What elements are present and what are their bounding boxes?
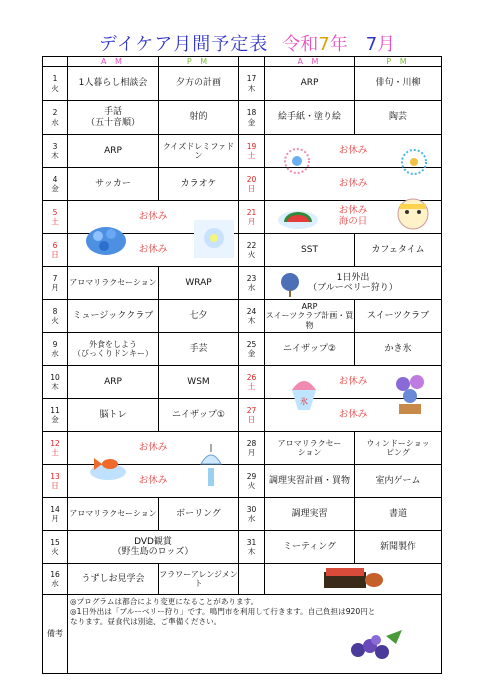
right-am-cell (265, 531, 355, 563)
left-pm-cell (159, 168, 239, 200)
page-title (0, 30, 494, 56)
fireworks-picture (278, 146, 316, 176)
left-day-number: 14 (50, 504, 60, 514)
notes-line2: ◎1日外出は「ブルーベリー狩り」です。鳴門市を利用して行きます。自己負担は920円と (70, 606, 376, 616)
right-weekday: 日 (247, 184, 256, 193)
right-weekday: 日 (247, 415, 256, 424)
left-am-cell (68, 168, 159, 200)
table-row (43, 531, 441, 564)
right-am-activity: 調理実習 (291, 508, 328, 519)
right-day-number: 26 (246, 372, 257, 382)
left-day-number: 5 (52, 207, 58, 217)
header-pm-left: P M (159, 57, 239, 66)
left-pm-cell (159, 366, 239, 398)
left-am-activity: 手話 （五十音順） (85, 107, 140, 128)
right-date-cell (239, 234, 265, 266)
hydrangea-picture (84, 224, 128, 258)
right-pm-cell (355, 432, 441, 464)
right-day-number: 19 (246, 141, 257, 151)
left-weekday: 金 (51, 184, 59, 193)
title-era-b: 和 (300, 34, 319, 55)
right-date-cell (239, 465, 265, 497)
left-am-cell (68, 333, 159, 365)
left-am-cell (68, 300, 159, 332)
right-pm-activity: カフェタイム (371, 244, 425, 255)
left-pm-cell (159, 399, 239, 431)
right-date-cell (239, 399, 265, 431)
right-am-cell (265, 465, 355, 497)
left-rest-label: お休み (138, 243, 168, 255)
left-day-number: 12 (50, 438, 60, 448)
left-weekday: 日 (51, 250, 59, 259)
left-am-activity: アロマリラクセーション (69, 509, 157, 519)
table-row (43, 366, 441, 399)
left-day-number: 7 (52, 273, 58, 283)
right-pm-activity: かき氷 (384, 343, 412, 354)
right-day-number: 23 (246, 273, 257, 283)
left-pm-cell (159, 333, 239, 365)
right-date-cell (239, 432, 265, 464)
left-am-activity: アロマリラクセーション (69, 278, 157, 288)
left-weekday: 土 (51, 217, 59, 226)
right-date-cell (239, 135, 265, 167)
header-pm-right: P M (386, 57, 410, 66)
left-am-activity: ARP (104, 145, 122, 156)
right-day-number: 25 (246, 339, 257, 349)
left-weekday: 金 (51, 415, 59, 424)
left-day-number: 3 (52, 141, 58, 151)
right-pm-cell (355, 498, 441, 530)
table-row (43, 399, 441, 432)
right-day-number: 31 (246, 537, 257, 547)
right-date-cell (239, 168, 265, 200)
left-pm-activity: クイズドレミファドン (162, 141, 235, 160)
watermelon-picture (276, 206, 320, 230)
right-weekday: 火 (247, 250, 256, 259)
table-row (43, 168, 441, 201)
left-date-cell (43, 135, 68, 167)
left-am-activity: うずしお見学会 (81, 573, 145, 584)
notes-line3: なります。昼食代は別途、ご準備ください。 (70, 616, 222, 626)
right-rest-label: お休み (338, 177, 368, 189)
right-date-cell (239, 300, 265, 332)
table-row (43, 267, 441, 300)
right-pm-cell (355, 234, 441, 266)
title-era-a: 令 (282, 34, 301, 55)
right-weekday: 月 (247, 448, 256, 457)
left-day-number: 2 (52, 108, 58, 118)
right-pm-activity: 新聞製作 (379, 541, 416, 552)
notes-label: 備考 (43, 595, 68, 673)
table-row (43, 101, 441, 135)
left-am-activity: 外食をしよう （びっくりドンキー） (73, 339, 153, 358)
fireworks-picture-2 (394, 146, 434, 178)
right-date-cell (239, 267, 265, 299)
left-pm-cell (159, 498, 239, 530)
right-pm-cell (355, 531, 441, 563)
table-row (43, 498, 441, 531)
left-weekday: 水 (51, 579, 59, 588)
goldfish-picture (88, 446, 128, 486)
left-rest-label: お休み (138, 441, 168, 453)
left-am-cell (68, 366, 159, 398)
left-day-number: 13 (50, 471, 60, 481)
right-am-cell (265, 234, 355, 266)
left-day-number: 6 (52, 240, 58, 250)
left-pm-activity: WSM (187, 376, 210, 387)
right-rest-label: お休み (338, 375, 368, 387)
right-date-cell (239, 531, 265, 563)
left-pm-activity: 七夕 (189, 310, 208, 321)
right-weekday: 木 (247, 83, 256, 93)
right-pm-cell (355, 300, 441, 332)
right-date-cell (239, 564, 265, 594)
flower-picture (192, 218, 236, 260)
left-pm-activity: フラワーアレンジメント (159, 569, 238, 588)
left-pm-cell (159, 135, 239, 167)
left-pm-activity: ニイザップ① (172, 409, 225, 420)
left-day-number: 11 (50, 405, 60, 415)
right-pm-activity: 陶芸 (388, 112, 407, 123)
left-day-number: 15 (50, 537, 60, 547)
left-pm-activity: カラオケ (180, 178, 217, 189)
left-weekday: 水 (51, 117, 59, 127)
right-weekday: 水 (247, 514, 256, 523)
left-am-cell (68, 135, 159, 167)
left-date-cell (43, 531, 68, 563)
left-date-cell (43, 168, 68, 200)
left-weekday: 水 (51, 349, 59, 358)
title-main: デイケア月間予定表 (98, 34, 269, 55)
left-date-cell (43, 234, 68, 266)
right-day-number: 28 (246, 438, 257, 448)
left-day-number: 9 (52, 339, 58, 349)
left-date-cell (43, 498, 68, 530)
title-year: 7 (318, 34, 330, 55)
right-pm-cell (355, 465, 441, 497)
right-pm-activity: スイーツクラブ (366, 310, 430, 321)
table-row (43, 67, 441, 101)
left-date-cell (43, 101, 68, 134)
cat-picture (392, 194, 434, 232)
left-weekday: 木 (51, 382, 59, 391)
left-weekday: 火 (51, 547, 59, 556)
right-day-number: 27 (246, 405, 257, 415)
left-date-cell (43, 465, 68, 497)
right-full-activity: 1日外出 （ブルーベリー狩り） (308, 272, 398, 293)
header-blank-right (239, 57, 265, 66)
left-weekday: 火 (51, 83, 59, 93)
left-date-cell (43, 201, 68, 233)
left-date-cell (43, 564, 68, 594)
right-am-activity: ミーティング (282, 541, 337, 552)
right-pm-cell (355, 67, 441, 100)
right-am-cell (265, 67, 355, 100)
left-day-number: 8 (52, 306, 58, 316)
title-month: 7 (365, 34, 378, 55)
right-weekday: 木 (247, 547, 256, 556)
left-am-activity: サッカー (95, 178, 131, 189)
right-pm-activity: 書道 (388, 508, 407, 519)
header-am-left: A M (68, 57, 159, 66)
right-weekday: 月 (247, 217, 256, 226)
right-day-number: 29 (246, 471, 257, 481)
left-weekday: 日 (51, 481, 59, 490)
left-full-cell (68, 531, 239, 563)
right-am-cell (265, 333, 355, 365)
notes-line1: ◎プログラムは都合により変更になることがあります。 (70, 597, 259, 606)
right-day-number: 22 (246, 240, 257, 250)
right-day-number: 18 (246, 108, 257, 118)
table-row (43, 333, 441, 366)
shaved-ice-picture (284, 374, 324, 416)
left-pm-activity: 手芸 (189, 343, 208, 354)
right-am-cell (265, 498, 355, 530)
right-date-cell (239, 101, 265, 134)
right-date-cell (239, 201, 265, 233)
left-am-activity: 脳トレ (99, 409, 127, 420)
right-date-cell (239, 333, 265, 365)
left-am-cell (68, 498, 159, 530)
right-weekday: 金 (247, 117, 256, 127)
right-weekday: 土 (247, 151, 256, 160)
left-date-cell (43, 366, 68, 398)
left-pm-cell (159, 564, 239, 594)
left-am-cell (68, 67, 159, 100)
right-date-cell (239, 498, 265, 530)
left-am-activity: 1人暮らし相談会 (78, 78, 148, 89)
table-header-row (43, 57, 441, 67)
left-weekday: 月 (51, 283, 59, 292)
left-rest-label: お休み (138, 210, 168, 222)
left-pm-activity: WRAP (185, 277, 212, 288)
right-date-cell (239, 67, 265, 100)
right-day-number: 24 (246, 306, 257, 316)
right-am-activity: ARP (300, 78, 319, 89)
left-day-number: 16 (50, 569, 60, 579)
right-weekday: 水 (247, 283, 256, 292)
notes-body (70, 597, 440, 627)
left-pm-cell (159, 101, 239, 134)
table-row (43, 300, 441, 333)
left-am-cell (68, 101, 159, 134)
left-pm-cell (159, 267, 239, 299)
right-day-number: 20 (246, 174, 257, 184)
left-date-cell (43, 267, 68, 299)
left-am-activity: ARP (104, 376, 122, 387)
right-pm-activity: 室内ゲーム (375, 475, 421, 486)
left-day-number: 4 (52, 174, 58, 184)
right-rest-label: お休み (338, 408, 368, 420)
left-date-cell (43, 399, 68, 431)
left-day-number: 1 (52, 74, 58, 84)
left-pm-cell (159, 67, 239, 100)
right-pm-cell (355, 101, 441, 134)
right-am-activity: 調理実習計画・買物 (268, 475, 350, 486)
right-day-number: 17 (246, 74, 257, 84)
title-nen: 年 (329, 34, 348, 55)
fan-picture (279, 272, 301, 298)
right-am-activity: ニイザップ② (283, 343, 336, 354)
right-pm-activity: ウィンドーショッ ピング (366, 438, 430, 457)
right-weekday: 木 (247, 316, 256, 325)
blueberry-picture (346, 626, 406, 668)
right-am-activity: ARP スイーツクラブ計画・買物 (265, 302, 354, 330)
wind-chime-picture (196, 442, 226, 490)
right-pm-activity: 俳句・川柳 (375, 78, 421, 89)
left-am-cell (68, 399, 159, 431)
right-date-cell (239, 366, 265, 398)
right-rest-label: お休み 海の日 (338, 205, 368, 227)
left-rest-label: お休み (138, 474, 168, 486)
right-am-cell (265, 432, 355, 464)
bento-picture (322, 562, 384, 592)
left-am-cell (68, 267, 159, 299)
left-weekday: 月 (51, 514, 59, 523)
left-date-cell (43, 333, 68, 365)
left-pm-activity: 射的 (189, 112, 208, 123)
left-weekday: 木 (51, 151, 59, 160)
right-rest-label: お休み (338, 144, 368, 156)
table-row (43, 135, 441, 168)
left-date-cell (43, 432, 68, 464)
svg-text:氷: 氷 (300, 397, 308, 406)
left-weekday: 土 (51, 448, 59, 457)
left-am-cell (68, 564, 159, 594)
right-am-cell (265, 101, 355, 134)
right-am-activity: アロマリラクセー ション (277, 438, 342, 457)
left-am-activity: ミュージッククラブ (72, 310, 154, 321)
header-am-right: A M (265, 57, 355, 66)
right-am-activity: SST (301, 244, 318, 255)
right-day-number: 21 (246, 207, 257, 217)
title-tsuki: 月 (377, 34, 396, 55)
right-weekday: 火 (247, 481, 256, 490)
right-am-activity: 絵手紙・塗り絵 (277, 112, 341, 123)
right-pm-cell (355, 333, 441, 365)
left-date-cell (43, 300, 68, 332)
left-weekday: 火 (51, 316, 59, 325)
morning-glory-picture (389, 370, 431, 416)
header-blank-left (43, 57, 68, 66)
left-pm-activity: ボーリング (176, 508, 221, 519)
right-weekday: 金 (247, 349, 256, 358)
left-pm-activity: 夕方の計画 (175, 78, 221, 89)
left-pm-cell (159, 300, 239, 332)
right-weekday: 土 (247, 382, 256, 391)
left-date-cell (43, 67, 68, 100)
left-day-number: 10 (50, 372, 60, 382)
right-day-number: 30 (246, 504, 257, 514)
right-am-cell (265, 300, 355, 332)
left-full-activity: DVD観賞 （野生島のロッズ） (112, 536, 194, 557)
